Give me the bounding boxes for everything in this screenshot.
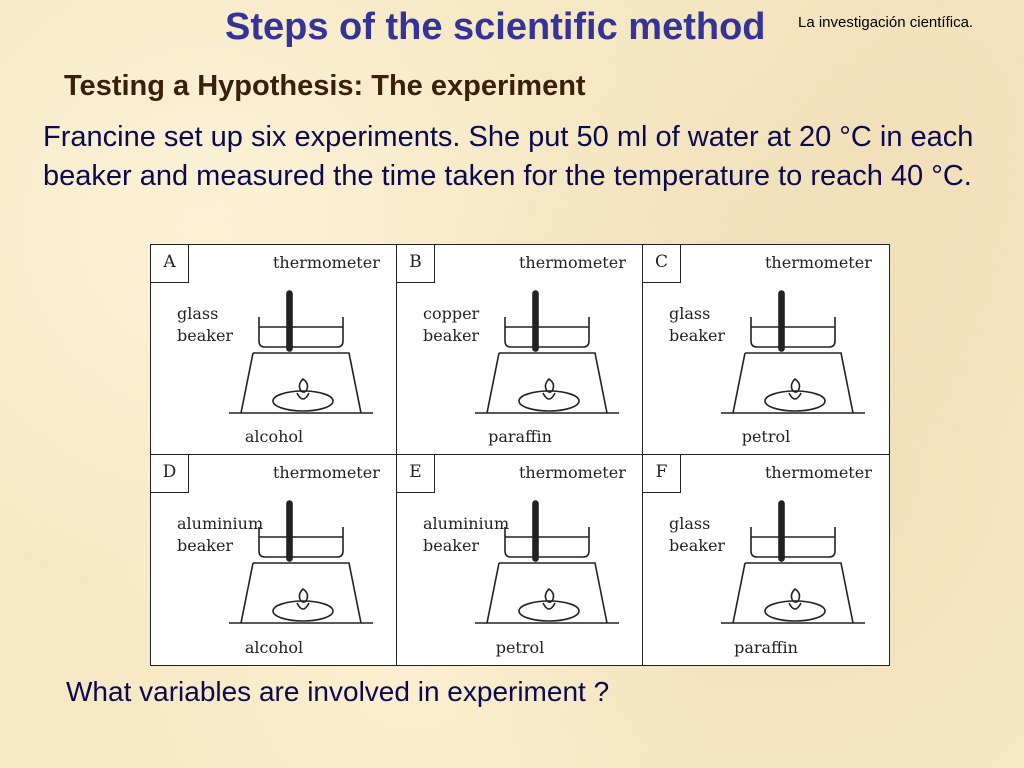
thermometer-label: thermometer [519,253,626,272]
burner-body [765,601,825,621]
experiment-panel [151,245,397,455]
thermometer-icon [779,501,784,561]
flame-icon [545,589,553,602]
question-text: What variables are involved in experiment ? [66,676,610,707]
beaker-outline [505,527,589,557]
flame-icon [791,379,799,392]
beaker-label: glass beaker [669,514,726,555]
burner-body [273,391,333,411]
beaker-outline [505,317,589,347]
beaker-label: aluminium beaker [177,514,264,555]
thermometer-icon [779,291,784,351]
thermometer-icon [533,501,538,561]
burner-apparatus-drawing [221,489,381,629]
experiment-panel [397,455,643,665]
experiment-panel [643,455,889,665]
burner-apparatus-drawing [221,279,381,419]
intro-paragraph: Francine set up six experiments. She put 50 ml of water at 20 °C in each beaker and measured the time taken for the temperature to reach 40 °C. [43,121,974,192]
thermometer-label: thermometer [273,463,380,482]
thermometer-icon [287,291,292,351]
burner-body [273,601,333,621]
beaker-label: glass beaker [669,304,726,345]
fuel-label: alcohol [244,638,304,657]
panel-letter: B [397,245,435,283]
burner-body [519,601,579,621]
panel-letter: C [643,245,681,283]
burner-apparatus-drawing [467,489,627,629]
wick [789,393,801,399]
fuel-label: alcohol [244,427,304,446]
burner-apparatus-drawing [713,489,873,629]
wick [297,603,309,609]
beaker-outline [259,527,343,557]
panel-letter: E [397,455,435,493]
burner-body [765,391,825,411]
burner-apparatus-drawing [713,279,873,419]
wick [297,393,309,399]
wick [789,603,801,609]
wick [543,393,555,399]
burner-body [519,391,579,411]
section-heading: Testing a Hypothesis: The experiment [64,70,586,102]
slide-title: Steps of the scientific method [225,6,766,48]
thermometer-icon [533,291,538,351]
beaker-outline [751,527,835,557]
beaker-label: aluminium beaker [423,514,510,555]
beaker-label: copper beaker [423,304,480,345]
fuel-label: petrol [495,638,545,657]
thermometer-label: thermometer [519,463,626,482]
experiment-panel [397,245,643,455]
fuel-label: paraffin [488,427,552,446]
experiments-figure [150,244,890,666]
wick [543,603,555,609]
thermometer-label: thermometer [765,463,872,482]
fuel-label: petrol [741,427,791,446]
spanish-subtitle: La investigación científica. [798,14,974,31]
panel-letter: A [151,245,189,283]
beaker-label: glass beaker [177,304,234,345]
flame-icon [791,589,799,602]
burner-apparatus-drawing [467,279,627,419]
panel-letter: F [643,455,681,493]
panel-letter: D [151,455,189,493]
experiment-panel [151,455,397,665]
thermometer-label: thermometer [273,253,380,272]
fuel-label: paraffin [734,638,798,657]
beaker-outline [259,317,343,347]
beaker-outline [751,317,835,347]
thermometer-label: thermometer [765,253,872,272]
thermometer-icon [287,501,292,561]
flame-icon [299,379,307,392]
flame-icon [545,379,553,392]
experiment-panel [643,245,889,455]
flame-icon [299,589,307,602]
